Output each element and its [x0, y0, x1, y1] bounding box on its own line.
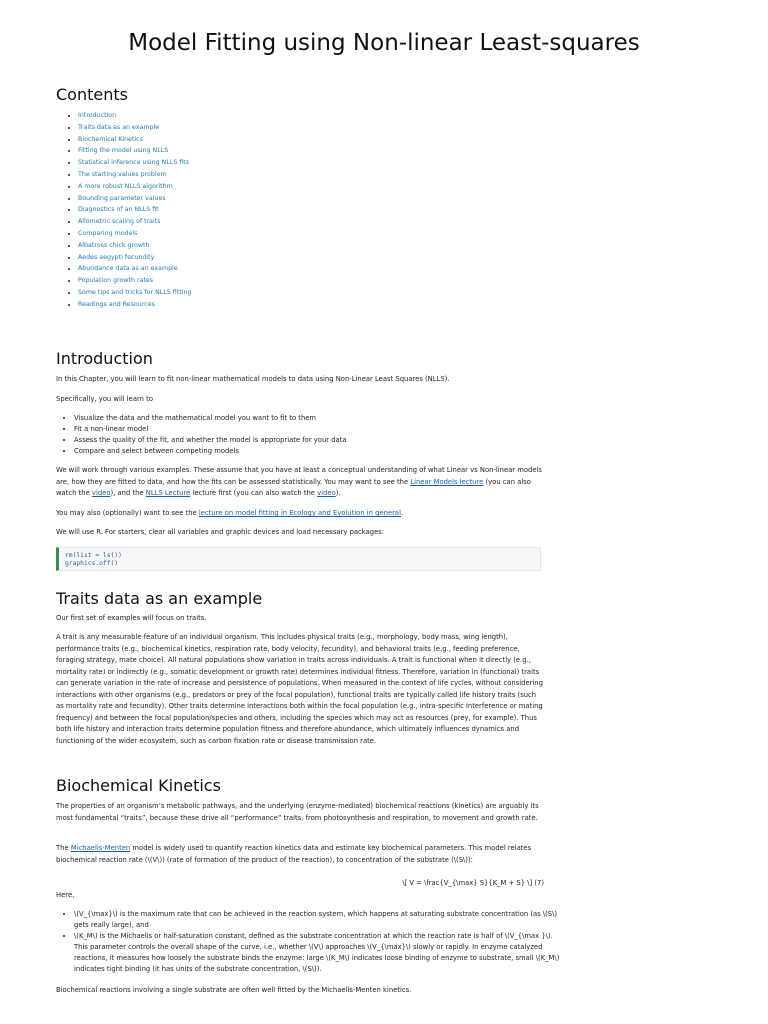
toc-link-introduction[interactable]: Introduction	[78, 112, 117, 119]
toc-item	[78, 263, 191, 275]
toc-item	[78, 204, 191, 216]
list-item: • \(K_M\) is the Michaelis or half-saturation constant, defined as the substrate concentration at which the reaction rate is half of \(V_{\max }\). This parameter controls the overall shape of the curve, i.e., whether \(V\) approaches \(V_{\max}\) slowly or rapidly. In enzyme catalyzed reactions, it measures how loosely the substrate binds the enzyme: large \(K_M\) indicates loose binding of enzyme to substrate, small \(K_M\) indicates tight binding (it has units of the substrate concentration, \(S\)).	[74, 931, 562, 975]
intro-bullet-list	[56, 413, 562, 457]
nlls-lecture-link[interactable]: NLLS Lecture	[145, 489, 191, 497]
equation-body: \[ V = \frac{V_{\max} S}{K_M + S} \]	[402, 879, 533, 887]
toc-link-fitting-nlls[interactable]: Fitting the model using NLLS	[78, 147, 169, 155]
contents-heading: Contents	[56, 85, 128, 104]
toc-item	[78, 228, 191, 240]
toc-link-starting-values[interactable]: The starting values problem	[78, 170, 167, 178]
toc-item	[78, 299, 191, 311]
introduction-heading: Introduction	[56, 349, 153, 368]
toc-item	[78, 110, 191, 122]
michaelis-menten-link[interactable]: Michaelis-Menten	[70, 844, 131, 852]
linear-models-video-link[interactable]: video	[91, 489, 111, 497]
intro-paragraph-2: Specifically, you will learn to	[56, 395, 153, 403]
toc-link-population-growth[interactable]: Population growth rates	[78, 277, 154, 285]
equation-7	[56, 879, 544, 887]
toc-item	[78, 287, 191, 299]
table-of-contents	[56, 110, 191, 311]
toc-link-tips-tricks[interactable]: Some tips and tricks for NLLS fitting	[78, 288, 192, 296]
toc-item	[78, 145, 191, 157]
code-line: rm(list = ls())	[65, 552, 122, 559]
list-item: • Assess the quality of the fit, and whether the model is appropriate for your data	[74, 435, 562, 446]
intro-paragraph-3: We will work through various examples. These assume that you have at least a conceptual understanding of what Linear vs Non-linear models are, how they are fitted to data, and how the fits can be assessed statistically. You may want to see the Linear Models lecture (you can also watch the video), and the NLLS Lecture lecture first (you can also watch the video).	[56, 466, 542, 497]
nlls-video-link[interactable]: video	[317, 489, 336, 497]
list-item: • \(V_{\max}\) is the maximum rate that can be achieved in the reaction system, which happens at saturating substrate concentration (as \(S\) gets really large), and	[74, 909, 562, 931]
toc-link-albatross[interactable]: Albatross chick growth	[78, 241, 150, 249]
kinetics-paragraph-3: Biochemical reactions involving a single substrate are often well fitted by the Michaelis-Menten kinetics.	[56, 986, 412, 994]
toc-item	[78, 193, 191, 205]
toc-link-readings[interactable]: Readings and Resources	[78, 300, 155, 308]
toc-item	[78, 275, 191, 287]
toc-link-aedes[interactable]: Aedes aegypti fecundity	[78, 253, 155, 261]
list-item: • Fit a non-linear model	[74, 424, 562, 435]
intro-paragraph-4: You may also (optionally) want to see the lecture on model fitting in Ecology and Evolution in general.	[56, 509, 404, 517]
toc-link-diagnostics[interactable]: Diagnostics of an NLLS fit	[78, 206, 159, 214]
toc-link-bounding-parameters[interactable]: Bounding parameter values	[78, 194, 166, 202]
traits-paragraph-1: Our first set of examples will focus on traits.	[56, 614, 207, 622]
toc-link-traits[interactable]: Traits data as an example	[78, 123, 160, 131]
toc-item	[78, 216, 191, 228]
intro-paragraph-1: In this Chapter, you will learn to fit non-linear mathematical models to data using Non-Linear Least Squares (NLLS).	[56, 375, 450, 383]
toc-item	[78, 122, 191, 134]
equation-number: (7)	[534, 879, 544, 887]
toc-link-biochemical-kinetics[interactable]: Biochemical Kinetics	[78, 135, 143, 143]
toc-link-robust-algorithm[interactable]: A more robust NLLS algorithm	[78, 182, 173, 190]
kinetics-bullet-list	[56, 909, 562, 975]
kinetics-paragraph-2: The Michaelis-Menten model is widely used to quantify reaction kinetics data and estimate key biochemical parameters. This model relates biochemical reaction rate (\(V\)) (rate of formation of the product of the reaction), to concentration of the substrate (\(S\)):	[56, 844, 532, 864]
list-item: • Compare and select between competing models	[74, 446, 562, 457]
linear-models-lecture-link[interactable]: Linear Models lecture	[410, 477, 484, 486]
toc-link-abundance[interactable]: Abundance data as an example	[78, 265, 178, 273]
toc-link-comparing-models[interactable]: Comparing models	[78, 229, 138, 237]
list-item: • Visualize the data and the mathematical model you want to fit to them	[74, 413, 562, 424]
kinetics-paragraph-1: The properties of an organism’s metabolic pathways, and the underlying (enzyme-mediated) biochemical reactions (kinetics) are arguably its most fundamental “traits”, because these drive all “performance” traits, from photosynthesis and respiration, to movement and growth rate.	[56, 802, 539, 822]
traits-paragraph-2: A trait is any measurable feature of an individual organism. This includes physical traits (e.g., morphology, body mass, wing length), performance traits (e.g., biochemical kinetics, respiration rate, body velocity, fecundity), and behavioral traits (e.g., feeding preference, foraging strategy, mate choice). All natural populations show variation in traits across individuals. A trait is functional when it directly (e.g., mortality rate) or indirectly (e.g., somatic development or growth rate) determines individual fitness. Therefore, variation in (functional) traits can generate variation in the rate of increase and persistence of populations. When measured in the context of life cycles, without considering interactions with other organisms (e.g., predators or prey of the focal population), functional traits are typically called life history traits (such as mortality rate and fecundity). Other traits determine interactions both within the focal population (e.g., intra-specific interference or mating frequency) and between the focal population/species and others, including the species which may act as resources (prey, for example). Thus both life history and interaction traits determine population fitness and therefore abundance, which ultimately influences dynamics and functioning of the wider ecosystem, such as carbon fixation rate or disease transmission rate.	[56, 633, 543, 745]
toc-item	[78, 240, 191, 252]
toc-item	[78, 134, 191, 146]
model-fitting-lecture-link[interactable]: lecture on model fitting in Ecology and Evolution in general	[198, 509, 401, 517]
code-line: graphics.off()	[65, 560, 119, 567]
toc-link-statistical-inference[interactable]: Statistical inference using NLLS fits	[78, 159, 190, 167]
toc-item	[78, 169, 191, 181]
kinetics-here: Here,	[56, 891, 75, 899]
traits-heading: Traits data as an example	[56, 589, 263, 608]
toc-item	[78, 252, 191, 264]
toc-item	[78, 181, 191, 193]
toc-link-allometric-scaling[interactable]: Allometric scaling of traits	[78, 218, 161, 226]
page-title: Model Fitting using Non-linear Least-squares	[128, 30, 640, 56]
intro-paragraph-5: We will use R. For starters, clear all variables and graphic devices and load necessary packages:	[56, 528, 385, 536]
code-block[interactable]	[56, 547, 541, 571]
kinetics-heading: Biochemical Kinetics	[56, 776, 221, 795]
toc-item	[78, 157, 191, 169]
